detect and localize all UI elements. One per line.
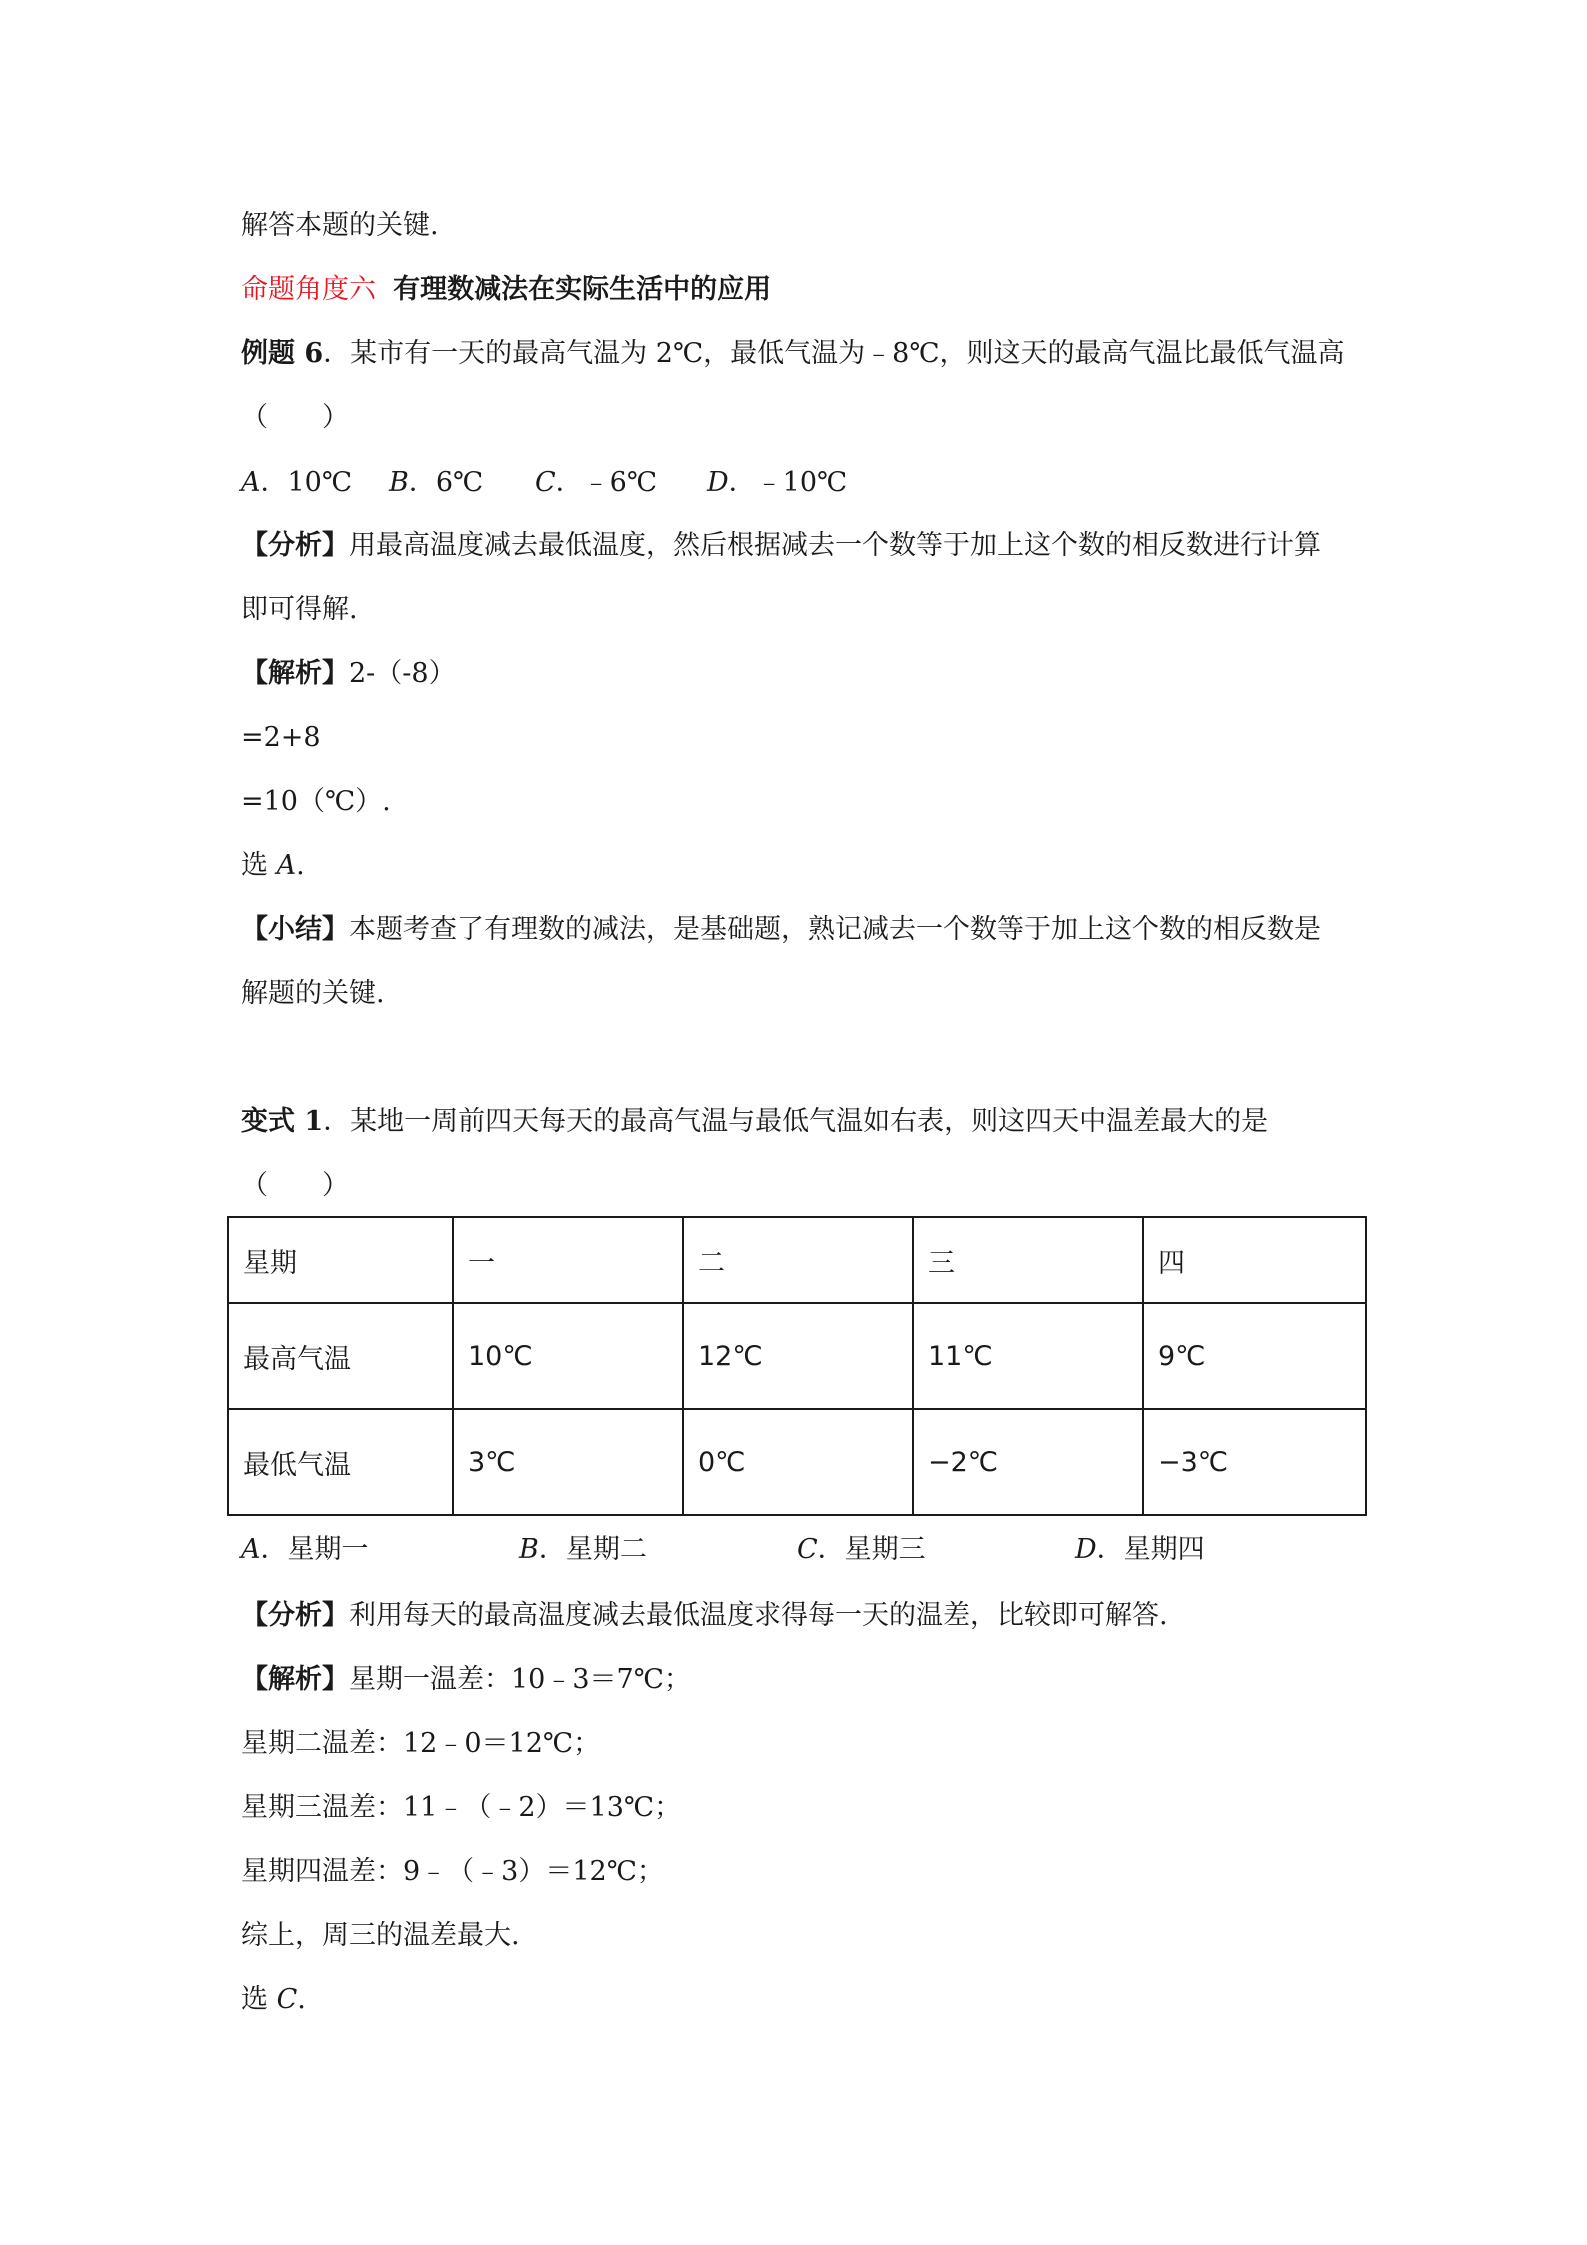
summary-text: 本题考查了有理数的减法，是基础题，熟记减去一个数等于加上这个数的相反数是: [349, 914, 1321, 945]
table-cell: 0℃: [683, 1409, 913, 1515]
variant-question: [241, 1104, 1268, 1140]
option-text: ．6℃: [408, 467, 484, 498]
option-text: ．﹣10℃: [728, 467, 848, 498]
table-cell: 最高气温: [228, 1303, 453, 1409]
option-letter: D: [707, 467, 729, 498]
choice-prefix: 选: [241, 850, 277, 881]
table-cell: −3℃: [1143, 1409, 1366, 1515]
analysis-label: 【分析】: [241, 530, 349, 561]
choice-letter: A: [276, 850, 297, 881]
analysis-text: 用最高温度减去最低温度，然后根据减去一个数等于加上这个数的相反数进行计算: [349, 530, 1321, 561]
option-text: ．星期二: [538, 1534, 647, 1565]
table-cell: 11℃: [913, 1303, 1143, 1409]
paren-text: （ ）: [241, 1170, 349, 1201]
table-cell: 星期: [228, 1217, 453, 1303]
table-cell: 最低气温: [228, 1409, 453, 1515]
choice-suffix: .: [296, 850, 305, 881]
table-row: [228, 1409, 1366, 1515]
summary: [241, 912, 1321, 948]
solution-step: [241, 720, 321, 756]
solution: [241, 1662, 691, 1698]
option-a: [241, 1532, 519, 1568]
choice-prefix: 选: [241, 1984, 277, 2015]
solution: [241, 656, 456, 692]
option-b: [519, 1532, 797, 1568]
option-text: ．10℃: [260, 467, 353, 498]
text-span: 解题的关键.: [241, 978, 385, 1009]
angle-title: 有理数减法在实际生活中的应用: [393, 274, 772, 305]
variant-label: 变式 1: [241, 1106, 324, 1137]
temperature-table: [227, 1216, 1367, 1516]
option-letter: A: [241, 1534, 261, 1565]
solution-text: 星期一温差：10﹣3＝7℃；: [349, 1664, 691, 1695]
table-header-row: [228, 1217, 1366, 1303]
text-span: 星期四温差：9﹣（﹣3）＝12℃；: [241, 1856, 664, 1887]
analysis: [241, 528, 1321, 564]
analysis-cont: [241, 592, 358, 628]
variant-text: ．某地一周前四天每天的最高气温与最低气温如右表，则这四天中温差最大的是: [323, 1106, 1269, 1137]
conclusion: [241, 1918, 520, 1954]
choice-suffix: .: [297, 1984, 306, 2015]
options-row: [241, 465, 847, 501]
option-text: ．星期一: [260, 1534, 369, 1565]
solution-step: [241, 1790, 681, 1826]
solution-text: 2-（-8）: [349, 658, 456, 689]
table-cell: 一: [453, 1217, 683, 1303]
option-letter: B: [519, 1534, 539, 1565]
section-heading: [241, 272, 771, 308]
option-b: [389, 465, 535, 501]
option-c: [797, 1532, 1075, 1568]
table-cell: 12℃: [683, 1303, 913, 1409]
example-question: [241, 336, 1345, 372]
option-d: [1075, 1532, 1205, 1568]
choice-line: [241, 1982, 306, 2018]
option-letter: B: [389, 467, 409, 498]
table-cell: 9℃: [1143, 1303, 1366, 1409]
table-cell: 四: [1143, 1217, 1366, 1303]
analysis-label: 【分析】: [241, 1600, 349, 1631]
summary-label: 【小结】: [241, 914, 349, 945]
answer-paren: [241, 400, 349, 436]
option-d: [707, 465, 847, 501]
solution-label: 【解析】: [241, 658, 349, 689]
option-letter: D: [1075, 1534, 1097, 1565]
table-cell: 3℃: [453, 1409, 683, 1515]
text-span: 星期三温差：11﹣（﹣2）＝13℃；: [241, 1792, 682, 1823]
analysis-text: 利用每天的最高温度减去最低温度求得每一天的温差，比较即可解答.: [349, 1600, 1168, 1631]
choice-line: [241, 848, 305, 884]
choice-letter: C: [276, 1984, 298, 2015]
text-span: 综上，周三的温差最大.: [241, 1920, 520, 1951]
text-span: =10（℃）.: [241, 786, 391, 817]
table-cell: 二: [683, 1217, 913, 1303]
table-row: [228, 1303, 1366, 1409]
solution-step: [241, 1726, 600, 1762]
solution-step: [241, 784, 391, 820]
table-cell: 三: [913, 1217, 1143, 1303]
solution-label: 【解析】: [241, 1664, 349, 1695]
summary-cont: [241, 976, 385, 1012]
table-cell: −2℃: [913, 1409, 1143, 1515]
option-a: [241, 465, 389, 501]
answer-paren: [241, 1168, 349, 1204]
table-cell: 10℃: [453, 1303, 683, 1409]
text-span: 即可得解.: [241, 594, 358, 625]
option-text: ．星期三: [817, 1534, 926, 1565]
option-text: ．星期四: [1096, 1534, 1205, 1565]
option-letter: A: [241, 467, 261, 498]
analysis: [241, 1598, 1168, 1634]
paren-text: （ ）: [241, 402, 349, 433]
text-span: 星期二温差：12﹣0＝12℃；: [241, 1728, 601, 1759]
option-c: [535, 465, 707, 501]
options-row: [241, 1532, 1205, 1568]
solution-step: [241, 1854, 664, 1890]
text-span: =2+8: [241, 722, 321, 753]
option-letter: C: [797, 1534, 818, 1565]
option-text: ．﹣6℃: [555, 467, 658, 498]
example-label: 例题 6: [241, 338, 324, 369]
text-line: [241, 208, 439, 244]
text-span: 解答本题的关键.: [241, 210, 439, 241]
example-text: ．某市有一天的最高气温为 2℃，最低气温为﹣8℃，则这天的最高气温比最低气温高: [323, 338, 1345, 369]
option-letter: C: [535, 467, 556, 498]
angle-label: 命题角度六: [241, 274, 376, 305]
